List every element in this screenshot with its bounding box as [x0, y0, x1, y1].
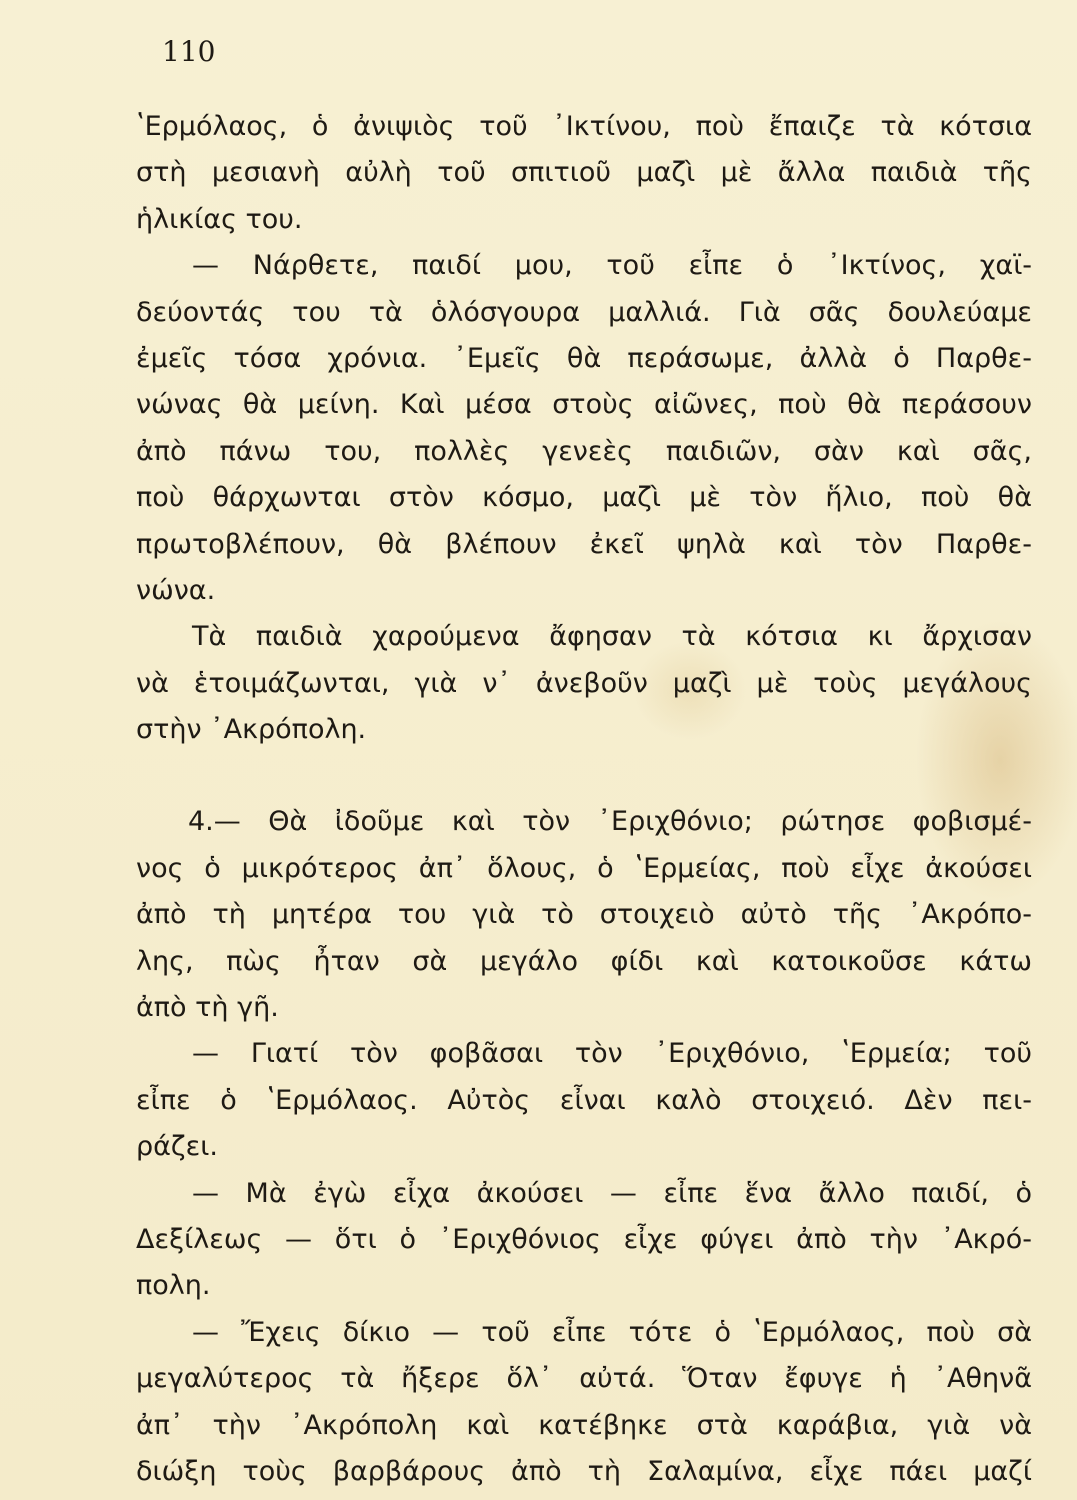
text-line: νὰ ἑτοιμάζωνται, γιὰ ν᾿ ἀνεβοῦν μαζὶ μὲ τοὺς μεγάλους [136, 667, 1032, 699]
text-line: πρωτοβλέπουν, θὰ βλέπουν ἐκεῖ ψηλὰ καὶ τὸν Παρθε- [136, 528, 1032, 560]
text-line: ἀπὸ πάνω του, πολλὲς γενεὲς παιδιῶν, σὰν καὶ σᾶς, [136, 435, 1032, 467]
text-line: στὴ μεσιανὴ αὐλὴ τοῦ σπιτιοῦ μαζὶ μὲ ἄλλα παιδιὰ τῆς [136, 157, 1032, 189]
text-line: — Ἔχεις δίκιο — τοῦ εἶπε τότε ὁ ʽΕρμόλαος, ποὺ σὰ [192, 1316, 1032, 1348]
text-line: νώνα. [136, 574, 216, 606]
text-line: ʽΕρμόλαος, ὁ ἀνιψιὸς τοῦ ᾿Ικτίνου, ποὺ ἔπαιζε τὰ κότσια [136, 111, 1032, 142]
text-line: — Νάρθετε, παιδί μου, τοῦ εἶπε ὁ ᾿Ικτίνος, χαϊ- [192, 250, 1032, 282]
text-line: εἶπε ὁ ʽΕρμόλαος. Αὐτὸς εἶναι καλὸ στοιχειό. Δὲν πει- [136, 1084, 1032, 1116]
text-line: ποὺ θάρχωνται στὸν κόσμο, μαζὶ μὲ τὸν ἥλιο, ποὺ θὰ [136, 482, 1032, 514]
body-text [136, 104, 1032, 1495]
text-line: Δεξίλεως — ὅτι ὁ ᾿Εριχθόνιος εἶχε φύγει ἀπὸ τὴν ᾿Ακρό- [136, 1223, 1032, 1255]
text-line: στὴν ᾿Ακρόπολη. [136, 714, 367, 746]
section-gap [136, 753, 1032, 799]
text-line: ράζει. [136, 1131, 218, 1163]
text-line: ἀπ᾿ τὴν ᾿Ακρόπολη καὶ κατέβηκε στὰ καράβια, γιὰ νὰ [136, 1409, 1032, 1441]
text-line: λης, πὼς ἦταν σὰ μεγάλο φίδι καὶ κατοικοῦσε κάτω [136, 945, 1032, 977]
text-line: ἐμεῖς τόσα χρόνια. ᾿Εμεῖς θὰ περάσωμε, ἀλλὰ ὁ Παρθε- [136, 342, 1032, 374]
text-line: ἡλικίας του. [136, 203, 303, 235]
text-line: — Μὰ ἐγὼ εἶχα ἀκούσει — εἶπε ἕνα ἄλλο παιδί, ὁ [192, 1177, 1032, 1209]
text-line: διώξη τοὺς βαρβάρους ἀπὸ τὴ Σαλαμίνα, εἶχε πάει μαζί [136, 1455, 1032, 1487]
text-line: — Γιατί τὸν φοβᾶσαι τὸν ᾿Εριχθόνιο, ʽΕρμεία; τοῦ [192, 1038, 1032, 1070]
text-line: μεγαλύτερος τὰ ἤξερε ὅλ᾿ αὐτά. Ὅταν ἔφυγε ἡ ᾿Αθηνᾶ [136, 1363, 1032, 1395]
text-line: ἀπὸ τὴ γῆ. [136, 992, 279, 1024]
text-line: 4.— Θὰ ἰδοῦμε καὶ τὸν ᾿Εριχθόνιο; ρώτησε φοβισμέ- [188, 806, 1032, 838]
text-line: πολη. [136, 1270, 211, 1302]
text-line: Τὰ παιδιὰ χαρούμενα ἄφησαν τὰ κότσια κι ἄρχισαν [192, 621, 1032, 653]
text-line: νος ὁ μικρότερος ἀπ᾿ ὅλους, ὁ ʽΕρμείας, ποὺ εἶχε ἀκούσει [136, 852, 1032, 884]
text-line: ἀπὸ τὴ μητέρα του γιὰ τὸ στοιχειὸ αὐτὸ τῆς ᾿Ακρόπο- [136, 899, 1032, 931]
text-line: δεύοντάς του τὰ ὁλόσγουρα μαλλιά. Γιὰ σᾶς δουλεύαμε [136, 296, 1032, 328]
page-number: 110 [162, 35, 216, 68]
text-line: νώνας θὰ μείνη. Καὶ μέσα στοὺς αἰῶνες, ποὺ θὰ περάσουν [136, 389, 1032, 421]
